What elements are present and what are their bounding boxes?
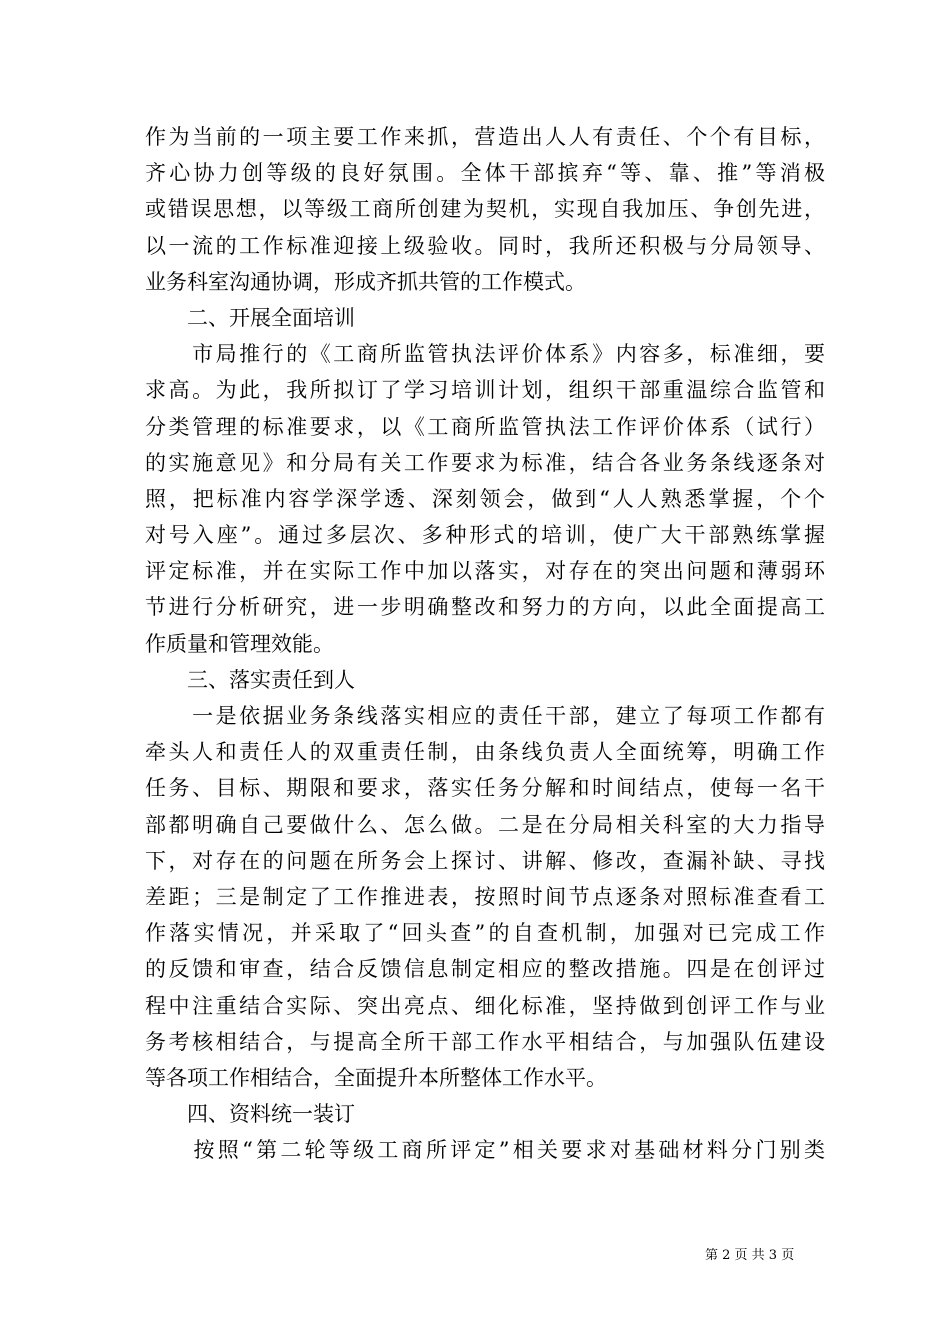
section-heading: 四、资料统一装订: [145, 1102, 355, 1127]
section-heading: 三、落实责任到人: [145, 667, 355, 692]
text-line: 下，对存在的问题在所务会上探讨、讲解、修改，查漏补缺、寻找: [145, 848, 825, 873]
text-line: 作质量和管理效能。: [145, 631, 334, 656]
text-line: 节进行分析研究，进一步明确整改和努力的方向，以此全面提高工: [145, 595, 825, 620]
text-line: 求高。为此，我所拟订了学习培训计划，组织干部重温综合监管和: [145, 378, 825, 403]
text-line: 业务科室沟通协调，形成齐抓共管的工作模式。: [145, 269, 586, 294]
text-line: 任务、目标、期限和要求，落实任务分解和时间结点，使每一名干: [145, 776, 825, 801]
text-line: 的反馈和审查，结合反馈信息制定相应的整改措施。四是在创评过: [145, 957, 825, 982]
text-line: 部都明确自己要做什么、怎么做。二是在分局相关科室的大力指导: [145, 812, 825, 837]
text-line: 程中注重结合实际、突出亮点、细化标准，坚持做到创评工作与业: [145, 993, 825, 1018]
text-line: 牵头人和责任人的双重责任制，由条线负责人全面统筹，明确工作: [145, 740, 825, 765]
text-line: 以一流的工作标准迎接上级验收。同时，我所还积极与分局领导、: [145, 233, 825, 258]
text-line: 对号入座”。通过多层次、多种形式的培训，使广大干部熟练掌握: [145, 523, 825, 548]
text-line: 务考核相结合，与提高全所干部工作水平相结合，与加强队伍建设: [145, 1029, 825, 1054]
text-line: 等各项工作相结合，全面提升本所整体工作水平。: [145, 1065, 607, 1090]
document-body: [145, 119, 825, 1168]
text-line: 齐心协力创等级的良好氛围。全体干部摈弃“等、靠、推”等消极: [145, 161, 825, 186]
text-line: 作为当前的一项主要工作来抓，营造出人人有责任、个个有目标，: [145, 125, 825, 149]
text-line: 照，把标准内容学深学透、深刻领会，做到“人人熟悉掌握，个个: [145, 486, 825, 511]
text-line: 的实施意见》和分局有关工作要求为标准，结合各业务条线逐条对: [145, 450, 825, 475]
text-line: 市局推行的《工商所监管执法评价体系》内容多，标准细，要: [145, 342, 825, 367]
text-line: 一是依据业务条线落实相应的责任干部，建立了每项工作都有: [145, 704, 825, 728]
text-line: 分类管理的标准要求，以《工商所监管执法工作评价体系（试行）: [145, 414, 825, 439]
page-number: 第 2 页 共 3 页: [705, 1248, 795, 1263]
text-line: 评定标准，并在实际工作中加以落实，对存在的突出问题和薄弱环: [145, 559, 825, 584]
section-heading: 二、开展全面培训: [145, 305, 355, 330]
text-line: 作落实情况，并采取了“回头查”的自查机制，加强对已完成工作: [145, 921, 825, 946]
text-line: 或错误思想，以等级工商所创建为契机，实现自我加压、争创先进，: [145, 197, 825, 222]
text-line: 按照“第二轮等级工商所评定”相关要求对基础材料分门别类: [145, 1138, 825, 1163]
text-line: 差距；三是制定了工作推进表，按照时间节点逐条对照标准查看工: [145, 884, 825, 909]
